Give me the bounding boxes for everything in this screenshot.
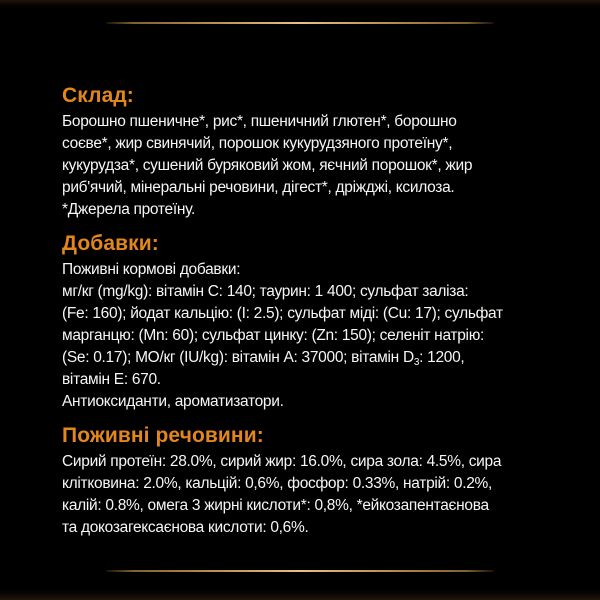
additives-line: вітамін E: 670. bbox=[62, 371, 161, 388]
composition-line: соєве*, жир свинячий, порошок кукурудзяного протеїну*, bbox=[62, 135, 453, 152]
additives-line: Антиоксиданти, ароматизатори. bbox=[62, 393, 284, 410]
additives-heading: Добавки: bbox=[62, 232, 159, 255]
nutrients-line: Сирий протеїн: 28.0%, сирий жир: 16.0%, сира зола: 4.5%, сира bbox=[62, 453, 502, 470]
top-gold-rule bbox=[106, 22, 494, 24]
composition-heading: Склад: bbox=[62, 84, 134, 107]
composition-line: *Джерела протеїну. bbox=[62, 201, 196, 218]
label-text-column bbox=[62, 84, 562, 539]
top-package-edge bbox=[0, 0, 600, 9]
additives-line: мг/кг (mg/kg): вітамін C: 140; таурин: 1 400; сульфат заліза: bbox=[62, 283, 469, 300]
composition-line: риб'ячий, мінеральні речовини, дігест*, дріжджі, ксилоза. bbox=[62, 179, 455, 196]
vitamin-line-pre: (Se: 0.17); МО/кг (IU/kg): вітамін A: 37000; вітамін D bbox=[62, 349, 414, 366]
additives-line: (Fe: 160); йодат кальцію: (I: 2.5); сульфат міді: (Cu: 17); сульфат bbox=[62, 305, 503, 322]
bottom-package-edge bbox=[0, 588, 600, 600]
bottom-gold-rule bbox=[106, 570, 494, 572]
additives-intro: Поживні кормові добавки: bbox=[62, 261, 241, 278]
additives-section bbox=[62, 232, 562, 413]
nutrients-section bbox=[62, 424, 562, 539]
additives-line: марганцю: (Mn: 60); сульфат цинку: (Zn: 150); селеніт натрію: bbox=[62, 327, 485, 344]
additives-line-vitamins bbox=[62, 347, 562, 369]
nutrients-line: клітковина: 2.0%, кальцій: 0,6%, фосфор: 0.33%, натрій: 0.2%, bbox=[62, 475, 493, 492]
nutrients-heading: Поживні речовини: bbox=[62, 424, 264, 447]
composition-line: кукурудза*, сушений буряковий жом, яєчний порошок*, жир bbox=[62, 157, 473, 174]
vitamin-line-post: : 1200, bbox=[419, 349, 465, 366]
nutrients-line: калій: 0.8%, омега 3 жирні кислоти*: 0,8%, *ейкозапентаєнова bbox=[62, 497, 489, 514]
nutrients-line: та докозагексаєнова кислоти: 0,6%. bbox=[62, 519, 309, 536]
composition-section bbox=[62, 84, 562, 221]
vitamin-d3-subscript: 3 bbox=[413, 357, 420, 368]
composition-line: Борошно пшеничне*, рис*, пшеничний глютен*, борошно bbox=[62, 113, 457, 130]
